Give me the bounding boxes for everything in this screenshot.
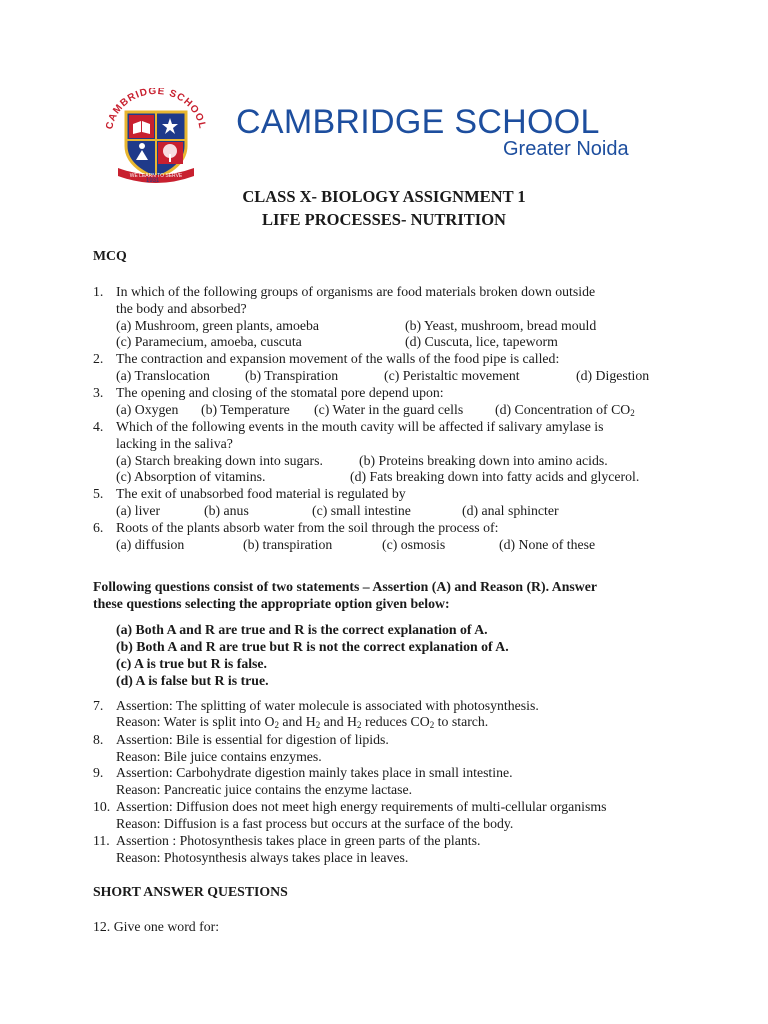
ar-option-d: (d) A is false but R is true. xyxy=(116,673,269,688)
reason-text: Reason: Pancreatic juice contains the enzyme lactase. xyxy=(116,782,413,797)
question-text: The opening and closing of the stomatal pore depend upon: xyxy=(116,385,444,400)
ar-option-c: (c) A is true but R is false. xyxy=(116,656,267,671)
option-a: (a) Oxygen xyxy=(116,402,179,417)
assertion-text: Assertion: Bile is essential for digestion of lipids. xyxy=(116,732,389,747)
question-number: 7. xyxy=(93,698,104,713)
option-c: (c) Paramecium, amoeba, cuscuta xyxy=(116,334,302,349)
question-1-text-cont: the body and absorbed? xyxy=(116,301,247,316)
question-number: 8. xyxy=(93,732,104,747)
school-location: Greater Noida xyxy=(503,138,629,160)
assertion-text: Assertion : Photosynthesis takes place in green parts of the plants. xyxy=(116,833,481,848)
option-d: (d) Cuscuta, lice, tapeworm xyxy=(405,334,558,349)
option-d: (d) None of these xyxy=(499,537,596,552)
question-number: 10. xyxy=(93,799,111,814)
assertion-text: Assertion: Carbohydrate digestion mainly takes place in small intestine. xyxy=(116,765,513,780)
option-d: (d) Digestion xyxy=(576,368,650,383)
option-d: (d) Fats breaking down into fatty acids and glycerol. xyxy=(350,469,640,484)
question-text: The exit of unabsorbed food material is regulated by xyxy=(116,486,406,501)
question-12: 12. Give one word for: xyxy=(93,919,220,934)
school-name: CAMBRIDGE SCHOOL xyxy=(236,103,600,141)
assignment-subtitle: LIFE PROCESSES- NUTRITION xyxy=(262,210,506,229)
option-a: (a) liver xyxy=(116,503,161,518)
reason-text: Reason: Water is split into $O_2$ and $H_2$ and $H_2$ reduces $CO_2$ to starch. xyxy=(116,714,489,730)
option-c: (c) osmosis xyxy=(382,537,446,552)
option-a: (a) Mushroom, green plants, amoeba xyxy=(116,318,320,333)
assertion-instructions: Following questions consist of two statements – Assertion (A) and Reason (R). Answer xyxy=(93,579,597,594)
question-text: In which of the following groups of organisms are food materials broken down outside xyxy=(116,284,596,299)
question-text: Roots of the plants absorb water from the soil through the process of: xyxy=(116,520,499,535)
question-text: Which of the following events in the mouth cavity will be affected if salivary amylase is xyxy=(116,419,604,434)
question-4-text-cont: lacking in the saliva? xyxy=(116,436,233,451)
option-a: (a) diffusion xyxy=(116,537,185,552)
logo-ring-text: CAMBRIDGE SCHOOL xyxy=(104,88,208,131)
option-b: (b) Proteins breaking down into amino acids. xyxy=(359,453,608,468)
option-c: (c) Peristaltic movement xyxy=(384,368,520,383)
question-text: The contraction and expansion movement of the walls of the food pipe is called: xyxy=(116,351,560,366)
reason-text: Reason: Bile juice contains enzymes. xyxy=(116,749,322,764)
question-number: 3. xyxy=(93,385,104,400)
option-a: (a) Starch breaking down into sugars. xyxy=(116,453,323,468)
option-d: (d) Concentration of $CO_2$ xyxy=(495,402,635,418)
option-a: (a) Translocation xyxy=(116,368,210,383)
question-number: 11. xyxy=(93,833,110,848)
mcq-heading: MCQ xyxy=(93,248,127,263)
reason-text: Reason: Diffusion is a fast process but occurs at the surface of the body. xyxy=(116,816,514,831)
ar-option-b: (b) Both A and R are true but R is not the correct explanation of A. xyxy=(116,639,509,654)
option-d: (d) anal sphincter xyxy=(462,503,559,518)
school-logo xyxy=(98,88,214,188)
question-number: 6. xyxy=(93,520,104,535)
option-c: (c) Absorption of vitamins. xyxy=(116,469,266,484)
option-b: (b) Temperature xyxy=(201,402,290,417)
ar-option-a: (a) Both A and R are true and R is the correct explanation of A. xyxy=(116,622,488,637)
reason-text: Reason: Photosynthesis always takes place in leaves. xyxy=(116,850,409,865)
school-crest-icon xyxy=(98,88,214,188)
short-answer-heading: SHORT ANSWER QUESTIONS xyxy=(93,884,288,899)
question-number: 4. xyxy=(93,419,104,434)
assertion-text: Assertion: The splitting of water molecule is associated with photosynthesis. xyxy=(116,698,539,713)
option-c: (c) small intestine xyxy=(312,503,411,518)
question-number: 1. xyxy=(93,284,104,299)
option-b: (b) Yeast, mushroom, bread mould xyxy=(405,318,597,333)
assignment-title: CLASS X- BIOLOGY ASSIGNMENT 1 xyxy=(242,187,526,206)
option-b: (b) Transpiration xyxy=(245,368,339,383)
option-c: (c) Water in the guard cells xyxy=(314,402,464,417)
option-b: (b) transpiration xyxy=(243,537,333,552)
logo-motto: WE LEARN TO SERVE xyxy=(129,173,183,179)
option-b: (b) anus xyxy=(204,503,249,518)
logo-year: 1931 xyxy=(146,178,160,184)
question-number: 2. xyxy=(93,351,104,366)
question-number: 9. xyxy=(93,765,104,780)
question-number: 5. xyxy=(93,486,104,501)
assertion-text: Assertion: Diffusion does not meet high energy requirements of multi-cellular organisms xyxy=(116,799,607,814)
assertion-instructions-cont: these questions selecting the appropriate option given below: xyxy=(93,596,450,611)
